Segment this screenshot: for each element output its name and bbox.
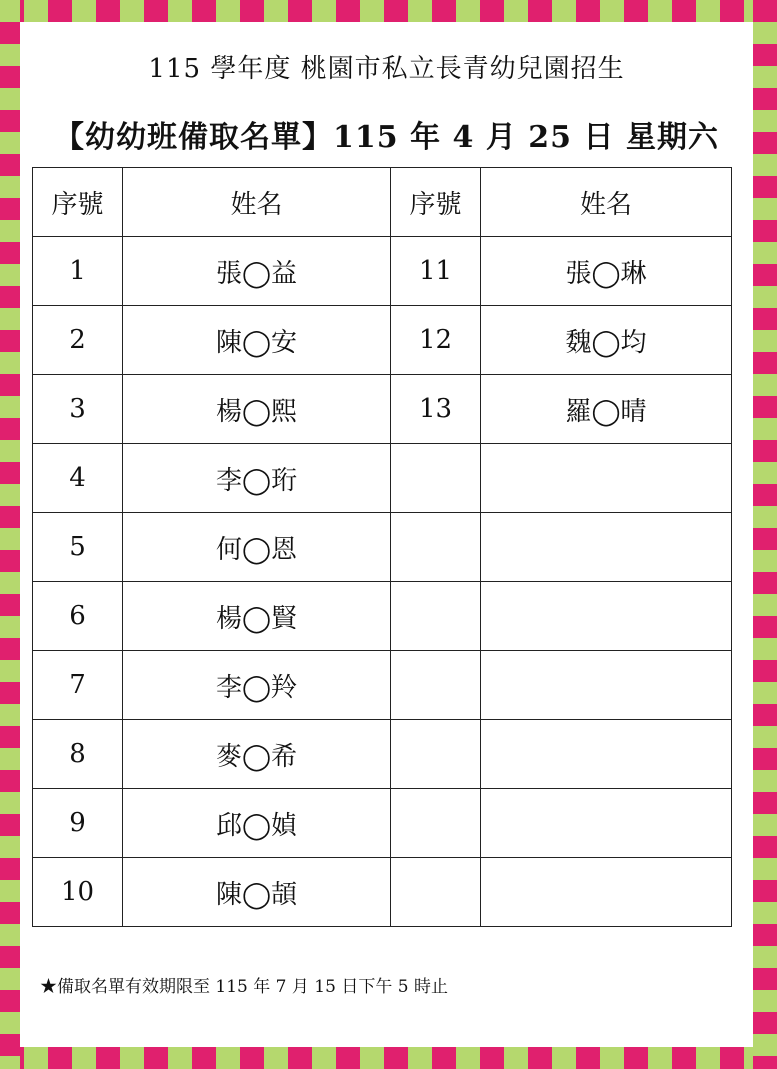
cell-number: [391, 720, 481, 789]
table-row: [33, 444, 732, 513]
cell-number: 11: [391, 237, 481, 306]
cell-name: 張◯琳: [481, 237, 732, 306]
cell-number: [391, 444, 481, 513]
table-row: [33, 651, 732, 720]
cell-name: [481, 582, 732, 651]
table-row: [33, 513, 732, 582]
cell-name: [481, 444, 732, 513]
cell-name: 陳◯頡: [123, 858, 391, 927]
cell-name: [481, 651, 732, 720]
table-row: [33, 858, 732, 927]
cell-number: [391, 858, 481, 927]
border-bottom: [0, 1047, 777, 1069]
cell-name: 魏◯均: [481, 306, 732, 375]
cell-number: 4: [33, 444, 123, 513]
table-row: [33, 582, 732, 651]
table-row: [33, 720, 732, 789]
header-number-left: 序號: [33, 168, 123, 237]
cell-number: [391, 513, 481, 582]
cell-name: 何◯恩: [123, 513, 391, 582]
cell-number: 9: [33, 789, 123, 858]
cell-number: 6: [33, 582, 123, 651]
cell-number: [391, 651, 481, 720]
cell-name: [481, 720, 732, 789]
border-top: [0, 0, 777, 22]
cell-number: 10: [33, 858, 123, 927]
cell-name: [481, 789, 732, 858]
header-name-right: 姓名: [481, 168, 732, 237]
table-row: [33, 789, 732, 858]
cell-name: 李◯珩: [123, 444, 391, 513]
cell-number: 5: [33, 513, 123, 582]
table-header-row: [33, 168, 732, 237]
cell-number: [391, 582, 481, 651]
validity-note: ★備取名單有效期限至 115 年 7 月 15 日下午 5 時止: [40, 977, 448, 997]
header-number-right: 序號: [391, 168, 481, 237]
header-name-left: 姓名: [123, 168, 391, 237]
border-left: [0, 0, 20, 1069]
cell-name: 羅◯晴: [481, 375, 732, 444]
cell-number: 8: [33, 720, 123, 789]
cell-number: 1: [33, 237, 123, 306]
cell-name: 張◯益: [123, 237, 391, 306]
border-right: [753, 0, 777, 1069]
cell-name: 楊◯賢: [123, 582, 391, 651]
cell-name: 李◯羚: [123, 651, 391, 720]
waitlist-table: [32, 167, 732, 927]
cell-name: 麥◯希: [123, 720, 391, 789]
document-page: [20, 22, 753, 1047]
cell-number: 12: [391, 306, 481, 375]
school-title: 115 學年度 桃園市私立長青幼兒園招生: [148, 54, 625, 84]
table-row: [33, 306, 732, 375]
cell-number: 3: [33, 375, 123, 444]
table-row: [33, 237, 732, 306]
list-title: 【幼幼班備取名單】115 年 4 月 25 日 星期六: [54, 120, 719, 155]
cell-number: 7: [33, 651, 123, 720]
cell-name: [481, 858, 732, 927]
table-row: [33, 375, 732, 444]
cell-number: 13: [391, 375, 481, 444]
cell-name: [481, 513, 732, 582]
cell-number: [391, 789, 481, 858]
cell-name: 邱◯媜: [123, 789, 391, 858]
cell-name: 楊◯熙: [123, 375, 391, 444]
cell-name: 陳◯安: [123, 306, 391, 375]
cell-number: 2: [33, 306, 123, 375]
